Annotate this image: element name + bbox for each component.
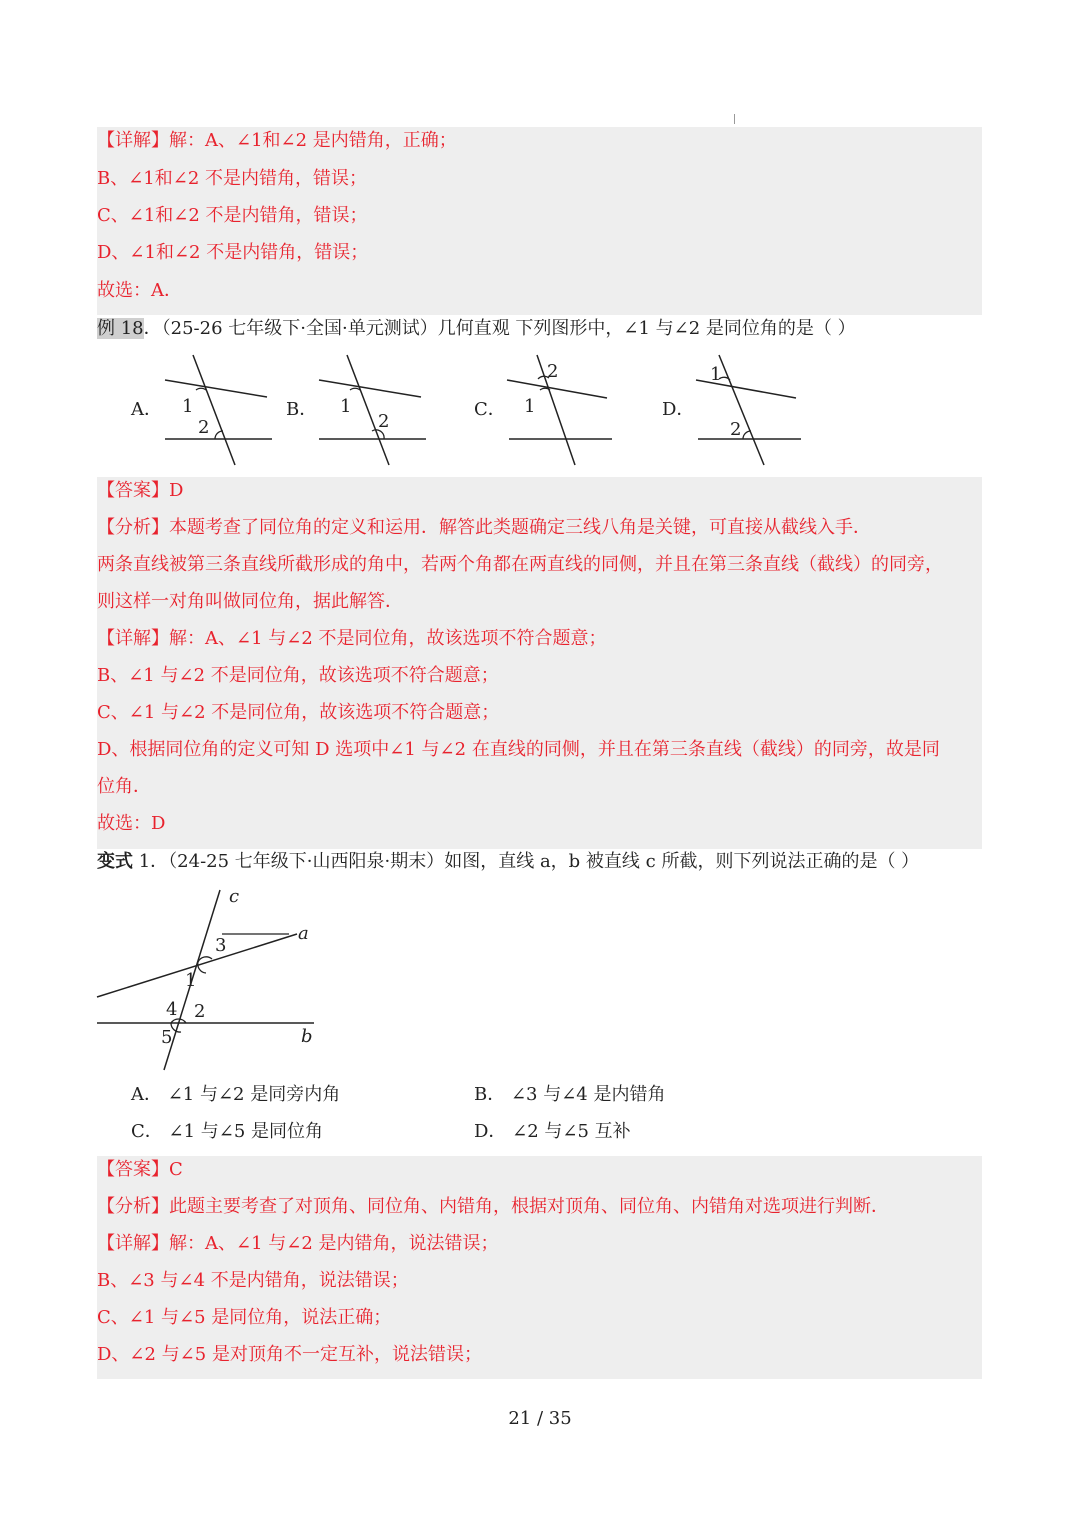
angle-1-label: 1 <box>710 364 722 385</box>
figure-label-b: B． <box>286 399 318 420</box>
angle-1-label: 1 <box>524 396 536 417</box>
answer-line: C、∠1 与∠2 不是同位角，故该选项不符合题意； <box>97 702 500 723</box>
figure-b <box>314 350 434 470</box>
line-a-label: a <box>298 923 309 944</box>
angle-5-label: 5 <box>161 1027 173 1048</box>
answer-line: D、∠1和∠2 不是内错角，错误； <box>97 242 369 263</box>
angle-2-label: 2 <box>194 1001 206 1022</box>
angle-1-label: 1 <box>185 970 197 991</box>
angle-1-label: 1 <box>182 396 194 417</box>
answer-line: B、∠3 与∠4 不是内错角，说法错误； <box>97 1270 409 1291</box>
figure-label-c: C． <box>474 399 506 420</box>
answer-line: 故选：A． <box>97 280 182 301</box>
line-c-label: c <box>229 886 240 907</box>
answer-line: 【详解】解：A、∠1 与∠2 是内错角，说法错误； <box>97 1233 499 1254</box>
option-c: C． ∠1 与∠5 是同位角 <box>131 1121 324 1142</box>
variant-1-stem: 变式 1．（24-25 七年级下·山西阳泉·期末）如图，直线 a，b 被直线 c 所截，则下列说法正确的是（ ） <box>97 851 920 872</box>
answer-line: 【详解】解：A、∠1 与∠2 不是同位角，故该选项不符合题意； <box>97 628 607 649</box>
answer-line: 位角． <box>97 776 151 797</box>
option-d: D． ∠2 与∠5 互补 <box>474 1121 631 1142</box>
answer-line: 【分析】此题主要考查了对顶角、同位角、内错角，根据对顶角、同位角、内错角对选项进行判断． <box>97 1196 889 1217</box>
option-b: B． ∠3 与∠4 是内错角 <box>474 1084 666 1105</box>
variant-1-figure <box>92 882 332 1077</box>
answer-line: D、根据同位角的定义可知 D 选项中∠1 与∠2 在直线的同侧，并且在第三条直线（截线）的同旁，故是同 <box>97 739 940 760</box>
answer-line: D、∠2 与∠5 是对顶角不一定互补，说法错误； <box>97 1344 482 1365</box>
figure-label-d: D． <box>662 399 695 420</box>
answer-line: 两条直线被第三条直线所截形成的角中，若两个角都在两直线的同侧，并且在第三条直线（截线）的同旁， <box>97 554 943 575</box>
answer-line: 【分析】本题考查了同位角的定义和运用．解答此类题确定三线八角是关键，可直接从截线入手． <box>97 517 871 538</box>
answer-line: 【答案】C <box>97 1159 183 1180</box>
answer-line: C、∠1和∠2 不是内错角，错误； <box>97 205 368 226</box>
figure-c <box>504 350 624 470</box>
line-b-label: b <box>301 1026 313 1047</box>
figure-label-a: A． <box>131 399 162 420</box>
angle-2-label: 2 <box>547 361 559 382</box>
figure-a <box>160 350 280 470</box>
figure-d <box>693 350 813 470</box>
page-marker <box>734 114 735 124</box>
answer-line: B、∠1和∠2 不是内错角，错误； <box>97 168 368 189</box>
angle-1-label: 1 <box>340 396 352 417</box>
page-number: 21 / 35 <box>508 1408 572 1429</box>
answer-line: 故选：D <box>97 813 166 834</box>
answer-line: 则这样一对角叫做同位角，据此解答． <box>97 591 403 612</box>
example-number: 例 18 <box>97 318 144 339</box>
option-a: A． ∠1 与∠2 是同旁内角 <box>131 1084 341 1105</box>
answer-line: 【详解】解：A、∠1和∠2 是内错角，正确； <box>97 130 457 151</box>
angle-2-label: 2 <box>198 417 210 438</box>
answer-line: B、∠1 与∠2 不是同位角，故该选项不符合题意； <box>97 665 499 686</box>
angle-3-label: 3 <box>215 935 227 956</box>
example-18-stem: 例 18．（25-26 七年级下·全国·单元测试）几何直观 下列图形中，∠1 与∠2 是同位角的是（ ） <box>97 318 856 339</box>
angle-2-label: 2 <box>730 419 742 440</box>
answer-line: 【答案】D <box>97 480 184 501</box>
angle-4-label: 4 <box>166 999 178 1020</box>
answer-line: C、∠1 与∠5 是同位角，说法正确； <box>97 1307 392 1328</box>
angle-2-label: 2 <box>378 411 390 432</box>
